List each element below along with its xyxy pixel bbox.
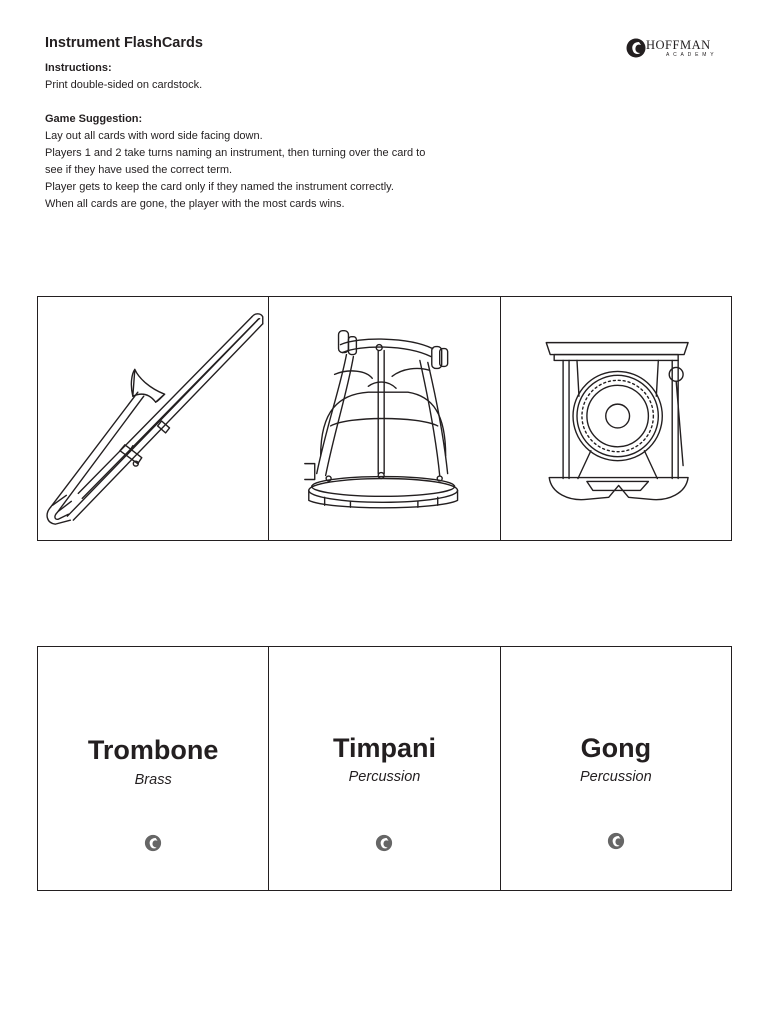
hoffman-mini-logo-icon — [607, 832, 625, 850]
card-instrument-name: Trombone — [87, 735, 219, 765]
card-instrument-family: Brass — [134, 772, 172, 788]
card-picture-gong — [500, 297, 731, 540]
card-word-gong — [500, 647, 731, 890]
page-title: Instrument FlashCards — [45, 35, 203, 51]
instructions-block — [45, 60, 505, 213]
timpani-illustration — [269, 297, 499, 540]
instructions-text: Print double-sided on cardstock. — [45, 79, 203, 91]
game-line: Players 1 and 2 take turns naming an instrument, then turning over the card to — [45, 147, 426, 159]
logo-mark-icon — [626, 37, 646, 59]
card-picture-trombone — [38, 297, 268, 540]
game-line: When all cards are gone, the player with the most cards wins. — [45, 198, 345, 210]
game-line: see if they have used the correct term. — [45, 164, 233, 176]
hoffman-mini-logo-icon — [375, 834, 393, 852]
card-word-trombone — [38, 647, 268, 890]
gong-illustration — [501, 297, 731, 540]
hoffman-academy-logo — [626, 37, 726, 61]
instructions-label: Instructions: — [45, 62, 112, 74]
word-cards-row — [37, 646, 732, 891]
card-picture-timpani — [268, 297, 499, 540]
card-instrument-family: Percussion — [579, 769, 652, 785]
logo-wordmark: HOFFMAN — [646, 38, 711, 52]
game-suggestion-label: Game Suggestion: — [45, 113, 143, 125]
card-word-timpani — [268, 647, 499, 890]
game-line: Player gets to keep the card only if they named the instrument correctly. — [45, 181, 394, 193]
card-instrument-name: Timpani — [332, 733, 436, 763]
trombone-illustration — [38, 297, 268, 540]
logo-subtitle: ACADEMY — [666, 52, 718, 58]
card-instrument-name: Gong — [580, 733, 652, 763]
card-instrument-family: Percussion — [348, 769, 421, 785]
game-line: Lay out all cards with word side facing down. — [45, 130, 263, 142]
picture-cards-row — [37, 296, 732, 541]
hoffman-mini-logo-icon — [144, 834, 162, 852]
